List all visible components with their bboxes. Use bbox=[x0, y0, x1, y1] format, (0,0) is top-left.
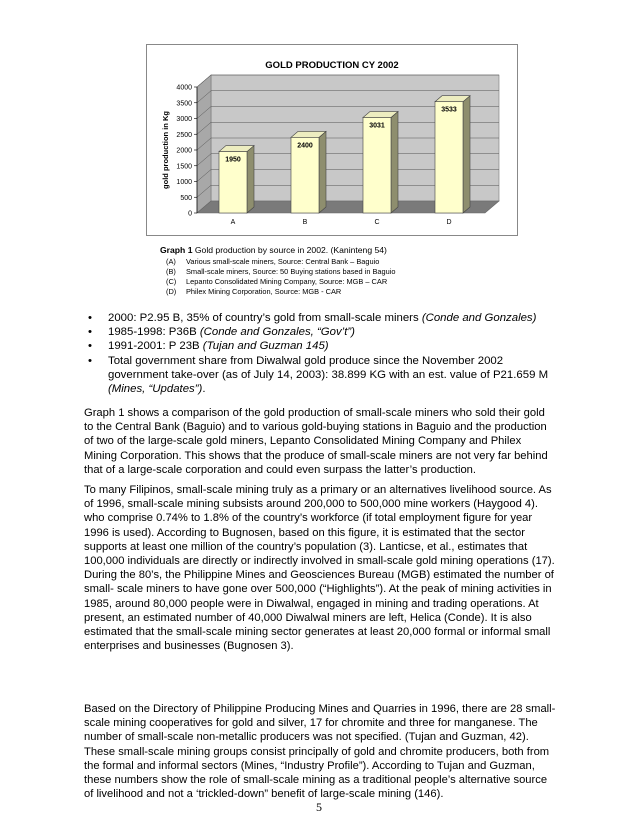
paragraph-directory: Based on the Directory of Philippine Producing Mines and Quarries in 1996, there are 28 small-scale mining cooperatives for gold and silver, 17 for chromite and three for manganese. The number of small-scale non-metallic producers was not specified. (Tujan and Guzman, 42). These small-scale mining groups consist principally of gold and chromite producers, both from the formal and informal sectors (Mines, “Industry Profile”). According to Tujan and Guzman, these numbers show the role of small-scale mining as a traditional people’s alternative source of livelihood and not a ‘trickled-down” benefit of large-scale mining (146). bbox=[84, 703, 556, 801]
x-tick-label: B bbox=[302, 219, 308, 226]
chart-canvas bbox=[147, 45, 517, 235]
y-tick-label: 2000 bbox=[176, 147, 192, 155]
bullet-item bbox=[84, 325, 554, 339]
bullet-citation: (Tujan and Guzman 145) bbox=[202, 340, 329, 353]
y-tick-label: 4000 bbox=[176, 84, 192, 92]
bullet-list bbox=[84, 311, 554, 396]
caption-item-a bbox=[160, 257, 540, 267]
bar-data-label: 3533 bbox=[441, 106, 457, 114]
caption-item-b bbox=[160, 267, 540, 277]
y-tick-label: 1000 bbox=[176, 179, 192, 187]
caption-letter: (A) bbox=[166, 256, 176, 266]
x-tick-label: D bbox=[446, 219, 452, 226]
y-tick-label: 0 bbox=[188, 210, 192, 218]
page-number: 5 bbox=[316, 800, 322, 814]
y-tick-label: 1500 bbox=[176, 163, 192, 171]
bullet-item bbox=[84, 311, 554, 325]
bar-side bbox=[463, 96, 470, 213]
y-tick-label: 3000 bbox=[176, 116, 192, 124]
bullet-text: 1985-1998: P36B bbox=[108, 326, 200, 339]
caption-item-text: Lepanto Consolidated Mining Company, Source: MGB – CAR bbox=[186, 276, 388, 286]
bar bbox=[435, 102, 463, 213]
y-axis-label: gold production in Kg bbox=[161, 111, 170, 189]
bullet-citation: (Conde and Gonzales) bbox=[421, 312, 537, 324]
bar-data-label: 3031 bbox=[369, 122, 385, 130]
caption-letter: (B) bbox=[166, 266, 176, 276]
gold-production-chart bbox=[146, 44, 518, 236]
y-tick-label: 500 bbox=[180, 194, 192, 202]
x-tick-label: C bbox=[374, 219, 380, 226]
bar bbox=[363, 118, 391, 213]
caption-letter: (C) bbox=[166, 276, 177, 286]
paragraph-livelihood: To many Filipinos, small-scale mining truly as a primary or an alternatives livelihood source. As of 1996, small-scale mining subsists around 200,000 to 500,000 mine workers (Haygood 4). who comprise 0.74% to 1.8% of the country’s workforce (if total employment figure for year 1996 is used). According to Bugnosen, based on this figure, it is estimated that the sector supports at least one million of the country’s population (3). Lanticse, et al., estimates that 100,000 individuals are directly or indirectly involved in small-scale gold mining operations (17). During the 80’s, the Philippine Mines and Geosciences Bureau (MGB) estimated the number of small- scale miners to have gone over 500,000 (“Highlights”). At the peak of mining activities in 1985, around 80,000 people were in Diwalwal, engaged in mining and trading operations. At present, an estimated number of 40,000 Diwalwal miners are left, Helica (Conde). It is also estimated that the small-scale mining sector generates at least 20,000 formal or informal small enterprises and businesses (Bugnosen 3). bbox=[84, 484, 555, 653]
bar-side bbox=[391, 112, 398, 213]
bullet-citation: (Mines, “Updates”) bbox=[108, 383, 203, 396]
chart-title: GOLD PRODUCTION CY 2002 bbox=[265, 60, 399, 71]
y-tick-label: 3500 bbox=[176, 100, 192, 108]
bar-side bbox=[319, 131, 326, 213]
caption-item-c bbox=[160, 277, 540, 287]
caption-item-text: Small-scale miners, Source: 50 Buying stations based in Baguio bbox=[186, 266, 396, 276]
paragraph-graph-comparison: Graph 1 shows a comparison of the gold production of small-scale miners who sold their gold to the Central Bank (Baguio) and to various gold-buying stations in Baguio and the production of two of the large-scale gold miners, Lepanto Consolidated Mining Company and Philex Mining Corporation. This shows that the produce of small-scale miners are not very far behind that of a large-scale corporation and could even surpass the latter’s production. bbox=[84, 407, 548, 476]
bullet-text: 2000: P2.95 B, 35% of country’s gold from small-scale miners bbox=[108, 312, 422, 324]
caption-letter: (D) bbox=[166, 286, 177, 296]
bullet-text: Total government share from Diwalwal gold produce since the November 2002 government take-over (as of July 14, 2003): 38.899 KG with an est. value of P21.659 M bbox=[108, 354, 549, 381]
x-tick-label: A bbox=[230, 219, 236, 226]
caption-text: Gold production by source in 2002. (Kaninteng 54) bbox=[192, 245, 387, 255]
bar-data-label: 1950 bbox=[225, 156, 241, 164]
caption-item-text: Various small-scale miners, Source: Central Bank – Baguio bbox=[186, 256, 380, 266]
bullet-item bbox=[84, 339, 554, 353]
bar-side bbox=[247, 146, 254, 213]
bullet-text: 1991-2001: P 23B bbox=[108, 340, 203, 353]
bullet-item bbox=[84, 354, 554, 397]
caption-label: Graph 1 bbox=[160, 245, 193, 255]
caption-item-text: Philex Mining Corporation, Source: MGB - CAR bbox=[186, 286, 342, 296]
graph-caption bbox=[160, 245, 540, 297]
caption-title bbox=[160, 245, 540, 256]
y-tick-label: 2500 bbox=[176, 131, 192, 139]
bar-data-label: 2400 bbox=[297, 142, 313, 150]
bullet-tail: . bbox=[202, 383, 206, 396]
caption-item-d bbox=[160, 287, 540, 297]
bullet-citation: (Conde and Gonzales, “Gov’t”) bbox=[199, 326, 355, 339]
